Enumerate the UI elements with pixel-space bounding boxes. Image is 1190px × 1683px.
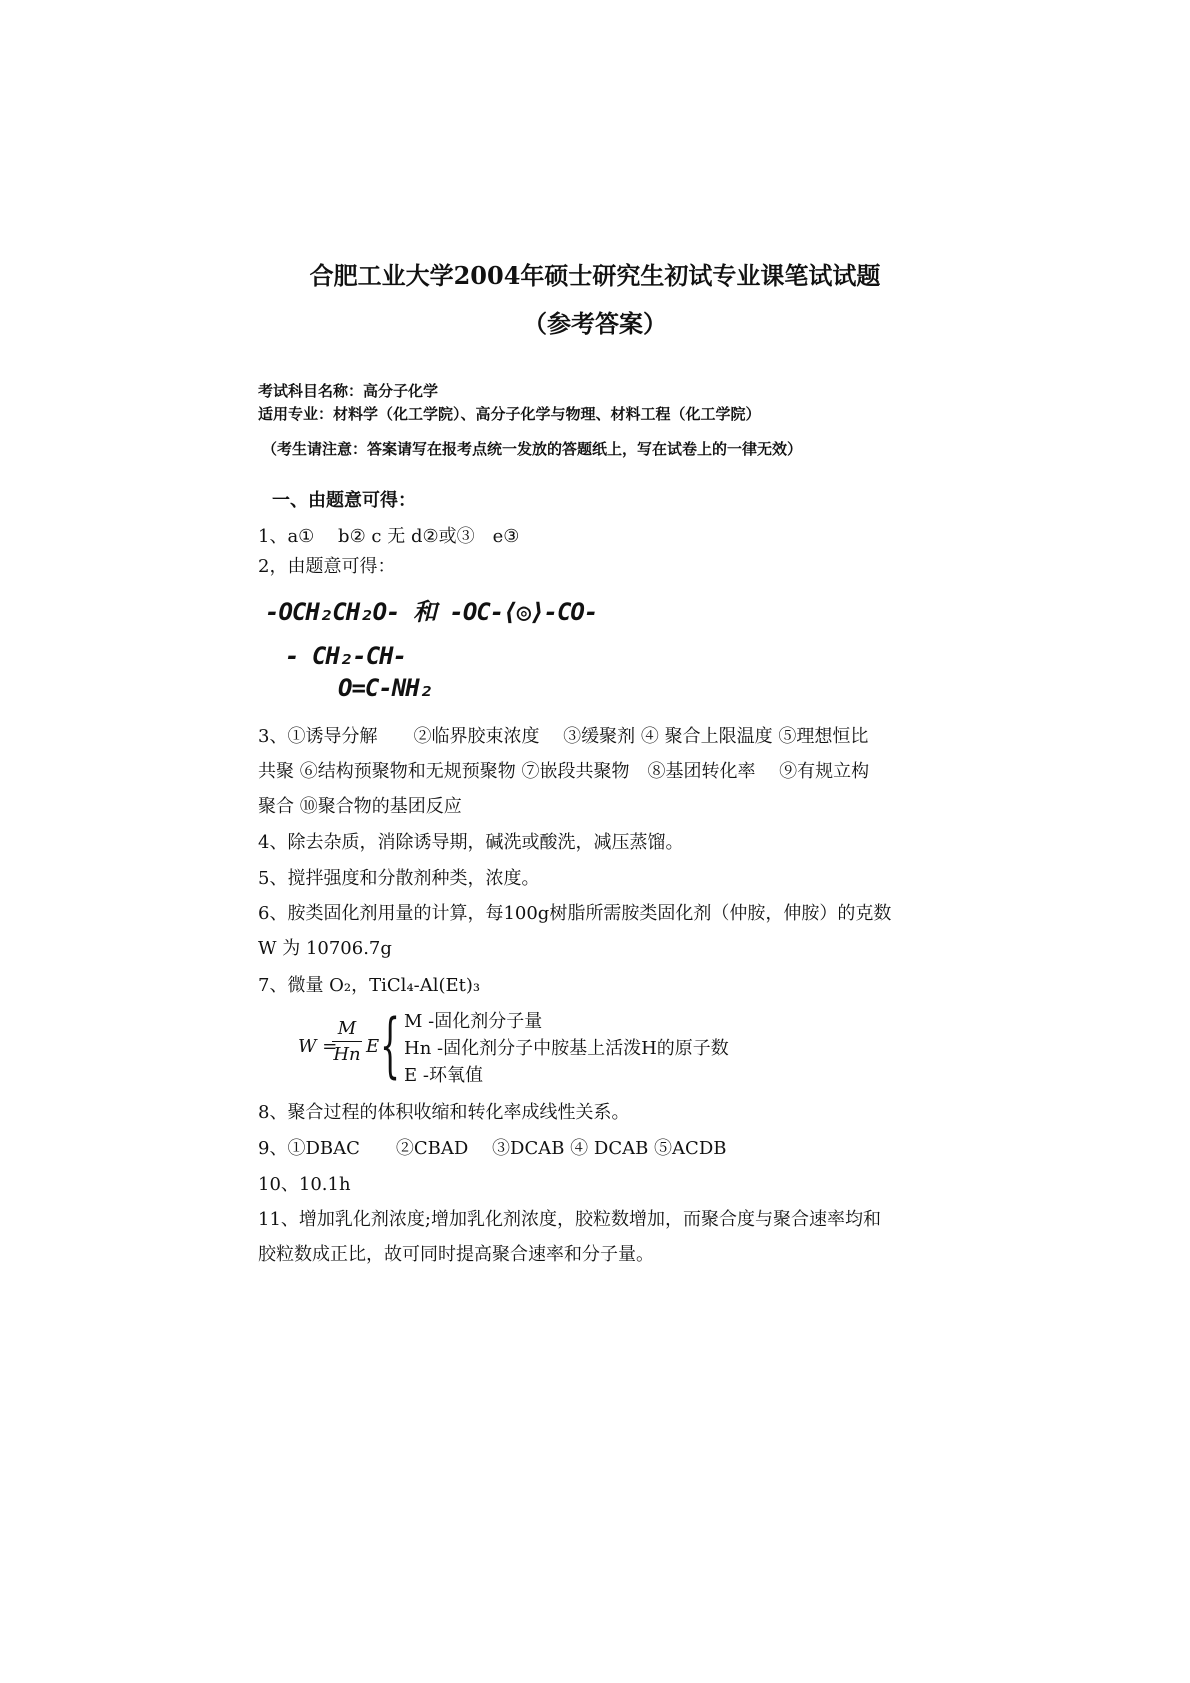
handwritten-structure-1: -OCH₂CH₂O- 和 -OC-⟨◎⟩-CO- — [265, 598, 598, 626]
formula-cases — [404, 1008, 729, 1089]
answer-6-line2: W 为 10706.7g — [258, 938, 392, 959]
formula-fraction — [332, 1018, 362, 1065]
formula-numerator: M — [337, 1018, 357, 1039]
section-heading: 一、由题意可得： — [272, 490, 416, 511]
case-e: E -环氧值 — [404, 1065, 483, 1086]
formula-denominator: Hn — [333, 1044, 361, 1065]
answer-11-line1: 11、增加乳化剂浓度;增加乳化剂浓度，胶粒数增加，而聚合度与聚合速率均和 — [258, 1209, 881, 1230]
brace-icon: { — [380, 1004, 401, 1086]
case-hn: Hn -固化剂分子中胺基上活泼H的原子数 — [404, 1038, 729, 1059]
answer-5: 5、搅拌强度和分散剂种类，浓度。 — [258, 868, 540, 889]
handwritten-structure-3: O=C-NH₂ — [338, 674, 433, 702]
answer-3-line2: 共聚 ⑥结构预聚物和无规预聚物 ⑦嵌段共聚物 ⑧基团转化率 ⑨有规立构 — [258, 761, 870, 782]
document-title: 合肥工业大学2004年硕士研究生初试专业课笔试试题 — [309, 261, 881, 290]
document-subtitle: （参考答案） — [523, 309, 667, 338]
case-m: M -固化剂分子量 — [404, 1011, 543, 1032]
answer-3-line3: 聚合 ⑩聚合物的基团反应 — [258, 796, 462, 817]
curing-agent-formula — [298, 1004, 798, 1088]
answer-1: 1、a① b② c 无 d②或③ e③ — [258, 526, 520, 547]
exam-notice: （考生请注意：答案请写在报考点统一发放的答题纸上，写在试卷上的一律无效） — [262, 440, 803, 458]
answer-9: 9、①DBAC ②CBAD ③DCAB ④ DCAB ⑤ACDB — [258, 1138, 727, 1159]
answer-2-label: 2，由题意可得： — [258, 556, 396, 577]
answer-7: 7、微量 O₂，TiCl₄-Al(Et)₃ — [258, 975, 481, 996]
handwritten-structure-2: - CH₂-CH- — [285, 642, 407, 670]
fraction-bar — [332, 1041, 362, 1042]
exam-subject: 考试科目名称：高分子化学 — [258, 382, 439, 400]
answer-10: 10、10.1h — [258, 1174, 351, 1195]
answer-6-line1: 6、胺类固化剂用量的计算，每100g树脂所需胺类固化剂（仲胺，伸胺）的克数 — [258, 903, 892, 924]
answer-3-line1: 3、①诱导分解 ②临界胶束浓度 ③缓聚剂 ④ 聚合上限温度 ⑤理想恒比 — [258, 726, 869, 747]
formula-lhs: W = — [298, 1036, 338, 1057]
applicable-majors: 适用专业：材料学（化工学院）、高分子化学与物理、材料工程（化工学院） — [258, 405, 761, 423]
answer-11-line2: 胶粒数成正比，故可同时提高聚合速率和分子量。 — [258, 1244, 654, 1265]
answer-4: 4、除去杂质，消除诱导期，碱洗或酸洗，减压蒸馏。 — [258, 832, 684, 853]
formula-e: E — [366, 1036, 380, 1057]
answer-8: 8、聚合过程的体积收缩和转化率成线性关系。 — [258, 1102, 630, 1123]
